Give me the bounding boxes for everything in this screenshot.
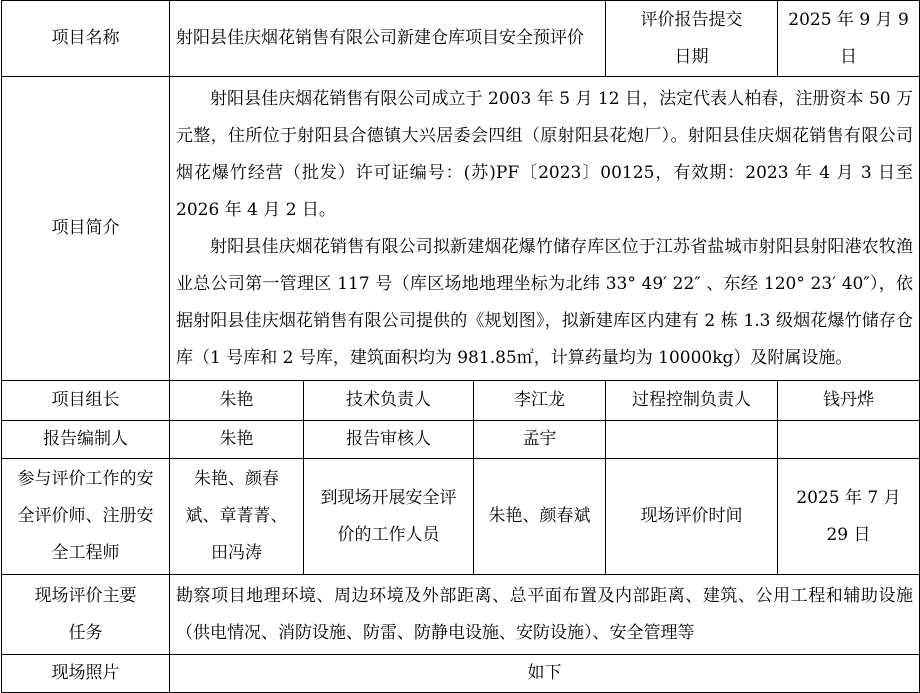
report-author-label: 报告编制人 — [2, 421, 170, 459]
project-summary-label: 项目简介 — [2, 77, 170, 381]
photos-label: 现场照片 — [2, 655, 170, 693]
empty-cell — [778, 421, 920, 459]
onsite-staff-label: 到现场开展安全评价的工作人员 — [304, 459, 474, 575]
report-reviewer-label: 报告审核人 — [304, 421, 474, 459]
project-name-row — [2, 1, 920, 77]
tech-lead-label: 技术负责人 — [304, 381, 474, 421]
tasks-label: 现场评价主要任务 — [2, 575, 170, 655]
project-summary-content — [170, 77, 920, 381]
report-date-label: 评价报告提交日期 — [606, 1, 778, 77]
onsite-time-label: 现场评价时间 — [606, 459, 778, 575]
onsite-time-value: 2025 年 7 月 29 日 — [778, 459, 920, 575]
empty-cell — [606, 421, 778, 459]
process-control-value: 钱丹烨 — [778, 381, 920, 421]
tasks-value: 勘察项目地理环境、周边环境及外部距离、总平面布置及内部距离、建筑、公用工程和辅助设施（供电情况、消防设施、防雷、防静电设施、安防设施）、安全管理等 — [170, 575, 920, 655]
process-control-label: 过程控制负责人 — [606, 381, 778, 421]
authors-row — [2, 421, 920, 459]
photos-row — [2, 655, 920, 693]
report-reviewer-value: 孟宇 — [474, 421, 606, 459]
project-name-label: 项目名称 — [2, 1, 170, 77]
project-leader-label: 项目组长 — [2, 381, 170, 421]
summary-paragraph: 射阳县佳庆烟花销售有限公司拟新建烟花爆竹储存库区位于江苏省盐城市射阳县射阳港农牧渔业总公司第一管理区 117 号（库区场地地理坐标为北纬 33° 49′ 22″ 、东经 120° 23′ 40″），依据射阳县佳庆烟花销售有限公司提供的《规划图》，拟新建库区内建有 2 栋 1.3 级烟花爆竹储存仓库（1 号库和 2 号库，建筑面积均为 981.85㎡，计算药量均为 10000kg）及附属设施。 — [176, 236, 914, 368]
project-summary-row — [2, 77, 920, 381]
project-name-value: 射阳县佳庆烟花销售有限公司新建仓库项目安全预评价 — [170, 1, 606, 77]
project-leader-value: 朱艳 — [170, 381, 304, 421]
participants-row — [2, 459, 920, 575]
tasks-row — [2, 575, 920, 655]
onsite-staff-names: 朱艳、颜春斌 — [474, 459, 606, 575]
participants-names: 朱艳、颜春斌、章菁菁、田冯涛 — [170, 459, 304, 575]
tech-lead-value: 李江龙 — [474, 381, 606, 421]
evaluation-info-table — [1, 0, 920, 693]
leaders-row — [2, 381, 920, 421]
photos-value: 如下 — [170, 655, 920, 693]
summary-paragraph: 射阳县佳庆烟花销售有限公司成立于 2003 年 5 月 12 日，法定代表人柏春，注册资本 50 万元整，住所位于射阳县合德镇大兴居委会四组（原射阳县花炮厂）。射阳县佳庆烟花销售有限公司烟花爆竹经营（批发）许可证编号：(苏)PF〔2023〕00125，有效期：2023 年 4 月 3 日至 2026 年 4 月 2 日。 — [176, 88, 914, 220]
report-date-value: 2025 年 9 月 9 日 — [778, 1, 920, 77]
participants-label: 参与评价工作的安全评价师、注册安全工程师 — [2, 459, 170, 575]
report-author-value: 朱艳 — [170, 421, 304, 459]
